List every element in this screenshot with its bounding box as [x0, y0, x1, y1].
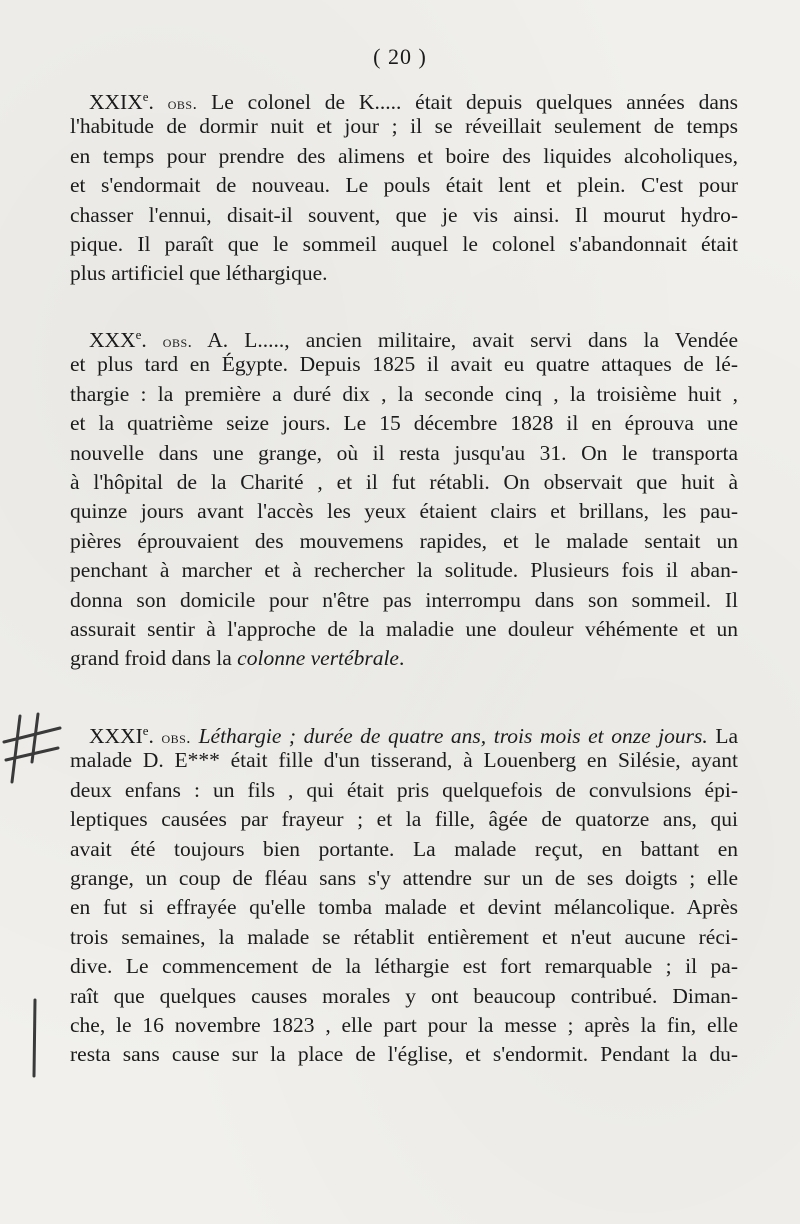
text-line: grand froid dans la [70, 646, 232, 671]
obs-label: obs. [162, 332, 193, 352]
text-line: plus artificiel que léthargique. [70, 261, 328, 286]
text-line: nouvelle dans une grange, où il resta jusqu'au 31. On le transporta [70, 440, 738, 465]
numeral-superscript: e [135, 328, 142, 342]
text-line: en fut si effrayée qu'elle tomba malade et devint mélancolique. Après [70, 895, 738, 920]
observation-numeral: XXXI [89, 724, 143, 749]
text-line: chasser l'ennui, disait-il souvent, que je vis ainsi. Il mourut hydro- [70, 202, 738, 227]
text-line: thargie : la première a duré dix , la seconde cinq , la troisième huit , [70, 381, 738, 406]
text-line: trois semaines, la malade se rétablit entièrement et n'eut aucune réci- [70, 924, 738, 949]
vertical-bar-icon [30, 998, 40, 1078]
text-line: donna son domicile pour n'être pas interrompu dans son sommeil. Il [70, 587, 738, 612]
text-line: leptiques causées par frayeur ; et la fille, âgée de quatorze ans, qui [70, 807, 738, 832]
observation-numeral: XXX [89, 328, 136, 353]
text-line: et plus tard en Égypte. Depuis 1825 il avait eu quatre attaques de lé- [70, 352, 738, 377]
punctuation: . [398, 646, 405, 671]
numeral-superscript: e [142, 724, 149, 738]
text-line: raît que quelques causes morales y ont beaucoup contribué. Diman- [70, 983, 738, 1008]
numeral-superscript: e [142, 90, 149, 104]
obs-label: obs. [161, 728, 191, 748]
observation-29 [70, 83, 738, 289]
text-line: en temps pour prendre des alimens et boire des liquides alcoholiques, [70, 143, 738, 168]
text-fragment: La [715, 724, 739, 749]
text-line: quinze jours avant l'accès les yeux étaient clairs et brillans, les pau- [70, 499, 738, 524]
text-line: che, le 16 novembre 1823 , elle part pour la messe ; après la fin, elle [70, 1012, 738, 1037]
italic-phrase: colonne vertébrale [237, 646, 399, 671]
text-line: deux enfans : un fils , qui était pris quelquefois de convulsions épi- [70, 777, 738, 802]
text-line: grange, un coup de fléau sans s'y attendre sur un de ses doigts ; elle [70, 865, 738, 890]
observation-last-line [70, 644, 738, 673]
text-line: et la quatrième seize jours. Le 15 décembre 1828 il en éprouva une [70, 411, 738, 436]
text-line: assurait sentir à l'approche de la maladie une douleur véhémente et un [70, 616, 738, 641]
observation-title: Léthargie ; durée de quatre ans, trois mois et onze jours. [198, 724, 708, 749]
observation-first-line: XXXe. obs. A. L....., ancien militaire, avait servi dans la Vendée [89, 328, 738, 353]
text-line: resta sans cause sur la place de l'église, et s'endormit. Pendant la du- [70, 1042, 738, 1067]
observation-first-line: XXXIe. obs. Léthargie ; durée de quatre ans, trois mois et onze jours. La [89, 724, 739, 749]
text-line: et s'endormait de nouveau. Le pouls était lent et plein. C'est pour [70, 173, 738, 198]
text-line: avait été toujours bien portante. La malade reçut, en battant en [70, 836, 738, 861]
observation-first-line: XXIXe. obs. Le colonel de K..... était depuis quelques années dans [89, 90, 739, 115]
text-line: pique. Il paraît que le sommeil auquel le colonel s'abandonnait était [70, 231, 738, 256]
text-line: l'habitude de dormir nuit et jour ; il se réveillait seulement de temps [70, 114, 738, 139]
observation-31 [70, 717, 738, 1070]
text-line: malade D. E*** était fille d'un tisserand, à Louenberg en Silésie, ayant [70, 748, 738, 773]
text-line: penchant à marcher et à rechercher la solitude. Plusieurs fois il aban- [70, 558, 738, 583]
text-line: A. L....., ancien militaire, avait servi dans la Vendée [207, 328, 738, 353]
hash-mark-icon [2, 712, 62, 784]
text-line: pières éprouvaient des mouvemens rapides, et le malade sentait un [70, 528, 738, 553]
obs-label: obs. [167, 94, 198, 114]
page-number: ( 20 ) [373, 44, 427, 69]
observation-30 [70, 321, 738, 674]
text-line: à l'hôpital de la Charité , et il fut rétabli. On observait que huit à [70, 469, 738, 494]
observation-numeral: XXIX [89, 90, 143, 115]
text-line: dive. Le commencement de la léthargie est fort remarquable ; il pa- [70, 954, 738, 979]
text-line: Le colonel de K..... était depuis quelques années dans [211, 90, 739, 115]
